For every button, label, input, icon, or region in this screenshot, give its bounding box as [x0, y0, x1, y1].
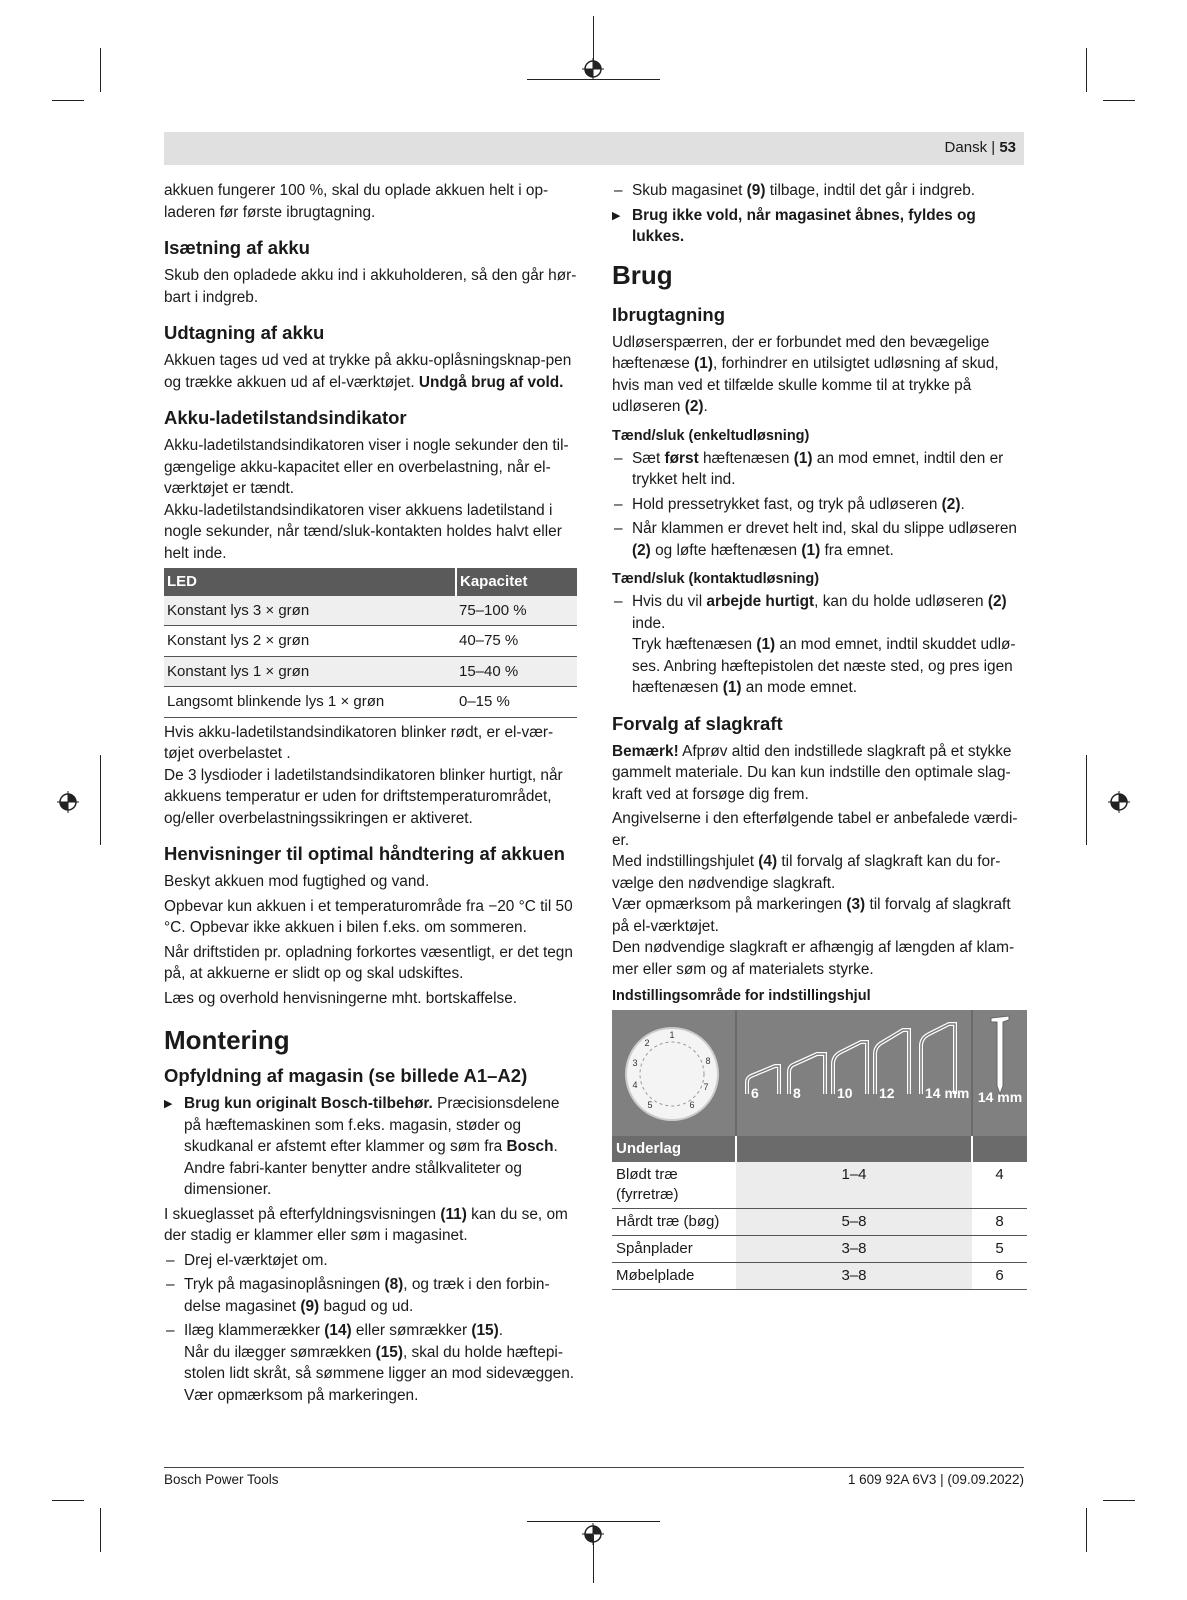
step-tryk: [164, 1274, 578, 1317]
table-cell-staple: 5–8: [736, 1209, 972, 1236]
text-span: Hvis du vil: [632, 593, 707, 610]
header-separator: |: [987, 139, 1000, 156]
paragraph-h1: Beskyt akkuen mod fugtighed og vand.: [164, 873, 430, 890]
table-header-empty: [972, 1136, 1027, 1162]
table-cell-staple: 3–8: [736, 1263, 972, 1290]
dial-number: 1: [669, 1030, 675, 1040]
paragraph-udtagning: [164, 350, 578, 393]
dial-icon: [620, 1024, 724, 1124]
text-span: an mode emnet.: [741, 679, 858, 696]
text-span: inde.: [632, 614, 666, 632]
ref-number: (11): [440, 1205, 467, 1223]
text-span: , skal du holde hæftepi-stolen lidt skråt, så sømmene ligger an mod sidevæggen. Vær opmærksom på markeringen.: [184, 1343, 575, 1404]
heading-henvisninger: Henvisninger til optimal håndtering af akkuen: [164, 843, 565, 864]
heading-forvalg: Forvalg af slagkraft: [612, 712, 783, 734]
text-span: , kan du holde udløseren: [814, 593, 988, 610]
ref-number: (1): [801, 541, 821, 559]
text-span: Tryk hæftenæsen: [632, 636, 757, 653]
registration-mark-icon: [582, 58, 604, 80]
text-span: Sæt: [632, 449, 665, 467]
text-span: .: [960, 495, 965, 513]
ref-number: (3): [846, 896, 866, 913]
table-cell-staple: 1–4: [736, 1162, 972, 1209]
bold-text: Brug kun originalt Bosch-tilbehør.: [184, 1095, 433, 1112]
table-header-underlag: Underlag: [612, 1136, 736, 1162]
text-span: , og træk i den forbin-delse magasinet: [184, 1276, 550, 1315]
table-cell: 15–40 %: [456, 656, 577, 687]
ref-number: (2): [684, 398, 704, 415]
paragraph-isaetning: Skub den opladede akku ind i akkuholderen, så den går hør-bart i indgreb.: [164, 267, 577, 306]
dial-number: 4: [632, 1080, 638, 1090]
ref-number: (1): [722, 679, 742, 696]
text-span: til forvalg af slagkraft kan du for-vælge den nødvendige slagkraft.: [612, 853, 1001, 892]
table-cell-nail: 8: [972, 1209, 1027, 1236]
text-span: Med indstillingshjulet: [612, 853, 759, 870]
ref-number: (8): [384, 1276, 404, 1293]
step-enkelt-3: [612, 518, 1027, 561]
header-text: [945, 139, 1016, 156]
text-span: Tryk på magasinoplåsningen: [184, 1276, 385, 1293]
ref-number: (9): [746, 182, 766, 199]
table-row: [612, 1236, 1027, 1263]
table-row: [612, 1263, 1027, 1290]
right-column: [612, 180, 1027, 1290]
text-span: Skub magasinet: [632, 182, 747, 199]
text-span: Udløserspærren, der er forbundet med den bevægelige hæftenæse: [612, 333, 990, 372]
page-header: [164, 132, 1024, 165]
registration-mark-icon: [582, 1523, 604, 1545]
intro-paragraph: akkuen fungerer 100 %, skal du oplade akkuen helt i op-laderen før første ibrugtagning.: [164, 182, 549, 221]
dial-number: 3: [632, 1058, 638, 1068]
text-span: bagud og ud.: [319, 1297, 414, 1315]
table-cell-material: Møbelplade: [612, 1263, 736, 1290]
registration-mark-icon: [1108, 791, 1130, 813]
paragraph-forvalg-1: [612, 741, 1027, 806]
step-kontakt-1: [612, 591, 1027, 699]
table-cell-material: Spånplader: [612, 1236, 736, 1263]
paragraph-indikator-2: Akku-ladetilstandsindikatoren viser akkuens ladetilstand i nogle sekunder, når tænd/sluk-kontakten holdes halvt eller helt inde.: [164, 501, 562, 562]
ref-number: (1): [756, 636, 776, 653]
bullet-no-force: [612, 205, 1027, 248]
bullet-original-accessories: [164, 1093, 578, 1201]
text-span: tilbage, indtil det går i indgreb.: [765, 182, 976, 199]
paragraph-h3: Når driftstiden pr. opladning forkortes væsentligt, er det tegn på, at akkuerne er slidt op og skal udskiftes.: [164, 943, 573, 982]
table-cell-material: Hårdt træ (bøg): [612, 1209, 736, 1236]
table-cell-nail: 4: [972, 1162, 1027, 1209]
paragraph-skueglas: [164, 1204, 578, 1247]
dial-number: 7: [703, 1082, 709, 1092]
ref-number: (1): [793, 449, 813, 467]
text-span: an mod emnet, indtil skuddet udlø-ses. Anbring hæftepistolen det næste sted, og pres igen hæftenæsen: [632, 636, 1016, 696]
table-cell-nail: 6: [972, 1263, 1027, 1290]
dial-number: 2: [644, 1038, 650, 1048]
bold-text: først: [664, 449, 699, 467]
table-header-row: [164, 568, 577, 596]
step-enkelt-2: [612, 494, 1027, 516]
table-row: [164, 596, 577, 626]
staples-icon: [737, 1010, 971, 1136]
table-cell: Konstant lys 1 × grøn: [164, 656, 456, 687]
ref-number: (15): [471, 1322, 499, 1339]
nail-size-label: 14 mm: [977, 1089, 1023, 1105]
table-row: [164, 656, 577, 687]
bold-text: Bosch: [506, 1138, 554, 1155]
dial-number: 5: [647, 1100, 653, 1110]
heading-isaetning: Isætning af akku: [164, 237, 310, 258]
paragraph-h4: Læs og overhold henvisningerne mht. bortskaffelse.: [164, 989, 518, 1007]
ref-number: (2): [987, 593, 1007, 610]
left-column: [164, 180, 578, 1409]
text-span: . Andre fabri-kanter benytter andre stålkvaliteter og dimensioner.: [184, 1138, 558, 1198]
text-span: an mod emnet, indtil den er trykket helt ind.: [632, 449, 1004, 488]
table-row: [612, 1209, 1027, 1236]
bold-warning: Undgå brug af vold.: [418, 373, 564, 391]
ref-number: (14): [324, 1322, 352, 1339]
paragraph-indikator-4: De 3 lysdioder i ladetilstandsindikatoren blinker hurtigt, når akkuens temperatur er uden for driftstemperaturområdet, og/eller overbelastningssikringen er aktiveret.: [164, 766, 563, 827]
text-span: Afprøv altid den indstillede slagkraft på et stykke gammelt materiale. Du kan kun indstille den optimale slag-kraft ved at forsøge dig frem.: [612, 742, 1012, 803]
heading-udtagning: Udtagning af akku: [164, 322, 325, 343]
table-cell-nail: 5: [972, 1236, 1027, 1263]
text-span: Vær opmærksom på markeringen: [612, 896, 847, 913]
bold-text: Brug ikke vold, når magasinet åbnes, fyldes og lukkes.: [632, 206, 976, 245]
setting-table-graphic: [612, 1010, 1027, 1136]
staple-size-label: 8: [793, 1085, 801, 1101]
dial-number: 8: [705, 1056, 711, 1066]
paragraph-forvalg-3: [612, 851, 1027, 894]
text-span: hæftenæsen: [698, 449, 794, 467]
paragraph-forvalg-4: [612, 894, 1027, 937]
staple-size-label: 10: [837, 1085, 853, 1101]
heading-ibrugtagning: Ibrugtagning: [612, 303, 726, 325]
heading-indikator: Akku-ladetilstandsindikator: [164, 407, 407, 428]
heading-montering: Montering: [164, 1025, 290, 1055]
table-cell: 0–15 %: [456, 687, 577, 718]
text-span: og løfte hæftenæsen: [650, 541, 802, 559]
heading-kontaktudlosning: Tænd/sluk (kontaktudløsning): [612, 571, 820, 587]
text-span: fra emnet.: [820, 541, 894, 559]
ref-number: (15): [375, 1343, 403, 1361]
page-number: 53: [999, 139, 1016, 156]
bold-text: Bemærk!: [612, 742, 679, 760]
staple-size-label: 6: [751, 1085, 759, 1101]
text-span: til forvalg af slagkraft på el-værktøjet.: [612, 896, 1011, 935]
step-drej: – Drej el-værktøjet om.: [164, 1250, 578, 1272]
table-cell: Konstant lys 2 × grøn: [164, 626, 456, 657]
paragraph-h2: Opbevar kun akkuen i et temperaturområde fra −20 °C til 50 °C. Opbevar ikke akkuen i bilen f.eks. om sommeren.: [164, 897, 573, 936]
table-row: [612, 1162, 1027, 1209]
heading-enkeltudlosning: Tænd/sluk (enkeltudløsning): [612, 427, 810, 444]
led-table: [164, 568, 577, 718]
heading-opfyldning: Opfyldning af magasin (se billede A1–A2): [164, 1065, 528, 1086]
text-span: eller sømrækker: [351, 1322, 472, 1339]
ref-number: (2): [941, 495, 961, 513]
paragraph-forvalg-5: Den nødvendige slagkraft er afhængig af længden af klam-mer eller søm og af materialets styrke.: [612, 939, 1015, 978]
table-cell: Konstant lys 3 × grøn: [164, 596, 456, 626]
table-header-led: LED: [164, 568, 456, 596]
text-span: , forhindrer en utilsigtet udløsning af skud, hvis man ved et tilfælde skulle komme til at trykke på udløseren: [612, 355, 999, 415]
dial-number: 6: [689, 1100, 695, 1110]
text-span: .: [498, 1322, 504, 1339]
table-cell: 40–75 %: [456, 626, 577, 657]
registration-mark-icon: [57, 791, 79, 813]
nail-icon: [973, 1010, 1027, 1136]
heading-brug: Brug: [612, 259, 673, 290]
paragraph-ibrugtagning: [612, 332, 1027, 418]
bold-text: arbejde hurtigt: [706, 593, 815, 610]
ref-number: (1): [694, 355, 713, 372]
table-header-kapacitet: Kapacitet: [456, 568, 577, 596]
step-skub: [612, 180, 1027, 202]
footer-left: Bosch Power Tools: [164, 1472, 279, 1487]
text-span: kan du se, om der stadig er klammer eller søm i magasinet.: [164, 1205, 568, 1244]
text-span: I skueglasset på efterfyldningsvisningen: [164, 1205, 441, 1223]
step-ilaeg: [164, 1320, 578, 1406]
header-language: Dansk: [944, 139, 988, 156]
text-span: Præcisionsdelene på hæftemaskinen som f.eks. magasin, støder og skudkanal er afstemt efter klammer og søm fra: [184, 1095, 560, 1155]
footer-right: 1 609 92A 6V3 | (09.09.2022): [847, 1472, 1024, 1487]
table-header-empty: [736, 1136, 972, 1162]
text-span: Hold pressetrykket fast, og tryk på udløseren: [632, 495, 942, 513]
ref-number: (2): [632, 541, 651, 559]
ref-number: (9): [300, 1297, 320, 1315]
table-row: [164, 626, 577, 657]
table-cell-material: Blødt træ (fyrretræ): [612, 1162, 736, 1209]
table-header-row: [612, 1136, 1027, 1162]
text-span: Når du ilægger sømrækken: [184, 1343, 376, 1361]
text-span: Når klammen er drevet helt ind, skal du slippe udløseren: [632, 520, 1017, 537]
footer-rule: [164, 1467, 1024, 1468]
text-span: .: [703, 398, 708, 415]
staple-size-label: 12: [879, 1085, 895, 1101]
text-span: Akkuen tages ud ved at trykke på akku-oplåsningsknap-pen og trække akkuen ud af el-værktøjet.: [164, 352, 572, 391]
paragraph-forvalg-2: Angivelserne i den efterfølgende tabel er anbefalede værdi-er.: [612, 810, 1018, 849]
impact-setting-table: [612, 1136, 1027, 1290]
heading-indstillingsomraade: Indstillingsområde for indstillingshjul: [612, 988, 871, 1004]
paragraph-indikator-1: Akku-ladetilstandsindikatoren viser i nogle sekunder den til-gængelige akku-kapacitet eller en overbelastning, når el-værktøjet er tændt.: [164, 437, 569, 497]
text-span: Ilæg klammerækker: [184, 1322, 325, 1339]
table-cell: Langsomt blinkende lys 1 × grøn: [164, 687, 456, 718]
table-cell-staple: 3–8: [736, 1236, 972, 1263]
table-row: [164, 687, 577, 718]
step-enkelt-1: [612, 448, 1027, 491]
table-cell: 75–100 %: [456, 596, 577, 626]
ref-number: (4): [758, 853, 778, 870]
staple-size-label: 14 mm: [925, 1085, 970, 1101]
paragraph-indikator-3: Hvis akku-ladetilstandsindikatoren blinker rødt, er el-vær-tøjet overbelastet .: [164, 723, 554, 762]
